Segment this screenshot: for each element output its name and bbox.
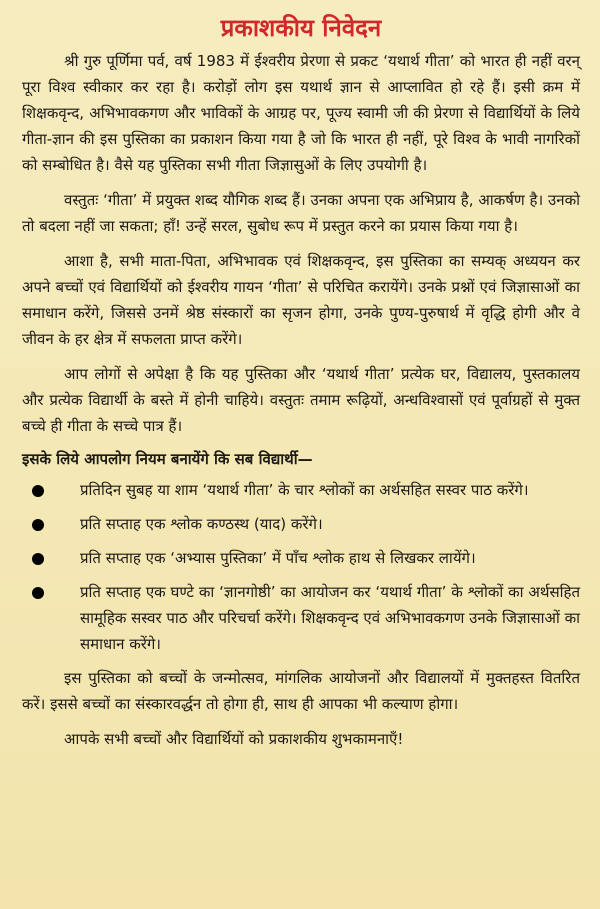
intro-paragraph: श्री गुरु पूर्णिमा पर्व, वर्ष 1983 में ईश्वरीय प्रेरणा से प्रकट ‘यथार्थ गीता’ को भारत ही नहीं वरन् पूरा विश्व स्वीकार कर रहा है। करोड़ों लोग इस यथार्थ ज्ञान से आप्लावित हो रहे हैं। इसी क्रम में शिक्षकवृन्द, अभिभावकगण और भाविकों के आग्रह पर, पूज्य स्वामी जी की प्रेरणा से विद्यार्थियों के लिये गीता-ज्ञान की इस पुस्तिका का प्रकाशन किया गया है जो कि भारत ही नहीं, पूरे विश्व के भावी नागरिकों को सम्बोधित है। वैसे यह पुस्तिका सभी गीता जिज्ञासुओं के लिए उपयोगी है। xyxy=(22,52,580,174)
page-title: प्रकाशकीय निवेदन xyxy=(220,14,382,42)
distribution-paragraph: इस पुस्तिका को बच्चों के जन्मोत्सव, मांगलिक आयोजनों और विद्यालयों में मुक्तहस्त वितरित करें। इससे बच्चों का संस्कारवर्द्धन तो होगा ही, साथ ही आपका भी कल्याण होगा। xyxy=(22,669,580,713)
closing-wishes: आपके सभी बच्चों और विद्यार्थियों को प्रकाशकीय शुभकामनाएँ! xyxy=(64,730,404,748)
rule-item xyxy=(22,511,580,537)
bullet-icon xyxy=(32,519,44,531)
rule-text: प्रति सप्ताह एक ‘अभ्यास पुस्तिका’ में पाँच श्लोक हाथ से लिखकर लायेंगे। xyxy=(80,549,476,567)
hope-paragraph: आशा है, सभी माता-पिता, अभिभावक एवं शिक्षकवृन्द, इस पुस्तिका का सम्यक् अध्ययन कर अपने बच्चों एवं विद्यार्थियों को ईश्वरीय गायन ‘गीता’ से परिचित करायेंगे। उनके प्रश्नों एवं जिज्ञासाओं का समाधान करेंगे, जिससे उनमें श्रेष्ठ संस्कारों का सृजन होगा, उनके पुण्य-पुरुषार्थ में वृद्धि होगी और वे जीवन के हर क्षेत्र में सफलता प्राप्त करेंगे। xyxy=(22,252,580,348)
meaning-paragraph: वस्तुतः ‘गीता’ में प्रयुक्त शब्द यौगिक शब्द हैं। उनका अपना एक अभिप्राय है, आकर्षण है। उनको तो बदला नहीं जा सकता; हाँ! उन्हें सरल, सुबोध रूप में प्रस्तुत करने का प्रयास किया गया है। xyxy=(22,191,580,235)
rules-list xyxy=(22,477,580,657)
rules-heading: इसके लिये आपलोग नियम बनायेंगे कि सब विद्यार्थी— xyxy=(22,450,313,468)
rule-text: प्रति सप्ताह एक श्लोक कण्ठस्थ (याद) करेंगे। xyxy=(80,515,323,533)
rule-item xyxy=(22,477,580,503)
bullet-icon xyxy=(32,587,44,599)
rule-item xyxy=(22,545,580,571)
rule-text: प्रतिदिन सुबह या शाम ‘यथार्थ गीता’ के चार श्लोकों का अर्थसहित सस्वर पाठ करेंगे। xyxy=(80,481,529,499)
rule-item xyxy=(22,579,580,657)
rule-text: प्रति सप्ताह एक घण्टे का ‘ज्ञानगोष्ठी’ का आयोजन कर ‘यथार्थ गीता’ के श्लोकों का अर्थसहित सामूहिक सस्वर पाठ और परिचर्चा करेंगे। शिक्षकवृन्द एवं अभिभावकगण उनके जिज्ञासाओं का समाधान करेंगे। xyxy=(80,583,580,653)
expectation-paragraph: आप लोगों से अपेक्षा है कि यह पुस्तिका और ‘यथार्थ गीता’ प्रत्येक घर, विद्यालय, पुस्तकालय और प्रत्येक विद्यार्थी के बस्ते में होनी चाहिये। वस्तुतः तमाम रूढ़ियों, अन्धविश्वासों एवं पूर्वाग्रहों से मुक्त बच्चे ही गीता के सच्चे पात्र हैं। xyxy=(22,365,580,435)
bullet-icon xyxy=(32,553,44,565)
bullet-icon xyxy=(32,485,44,497)
